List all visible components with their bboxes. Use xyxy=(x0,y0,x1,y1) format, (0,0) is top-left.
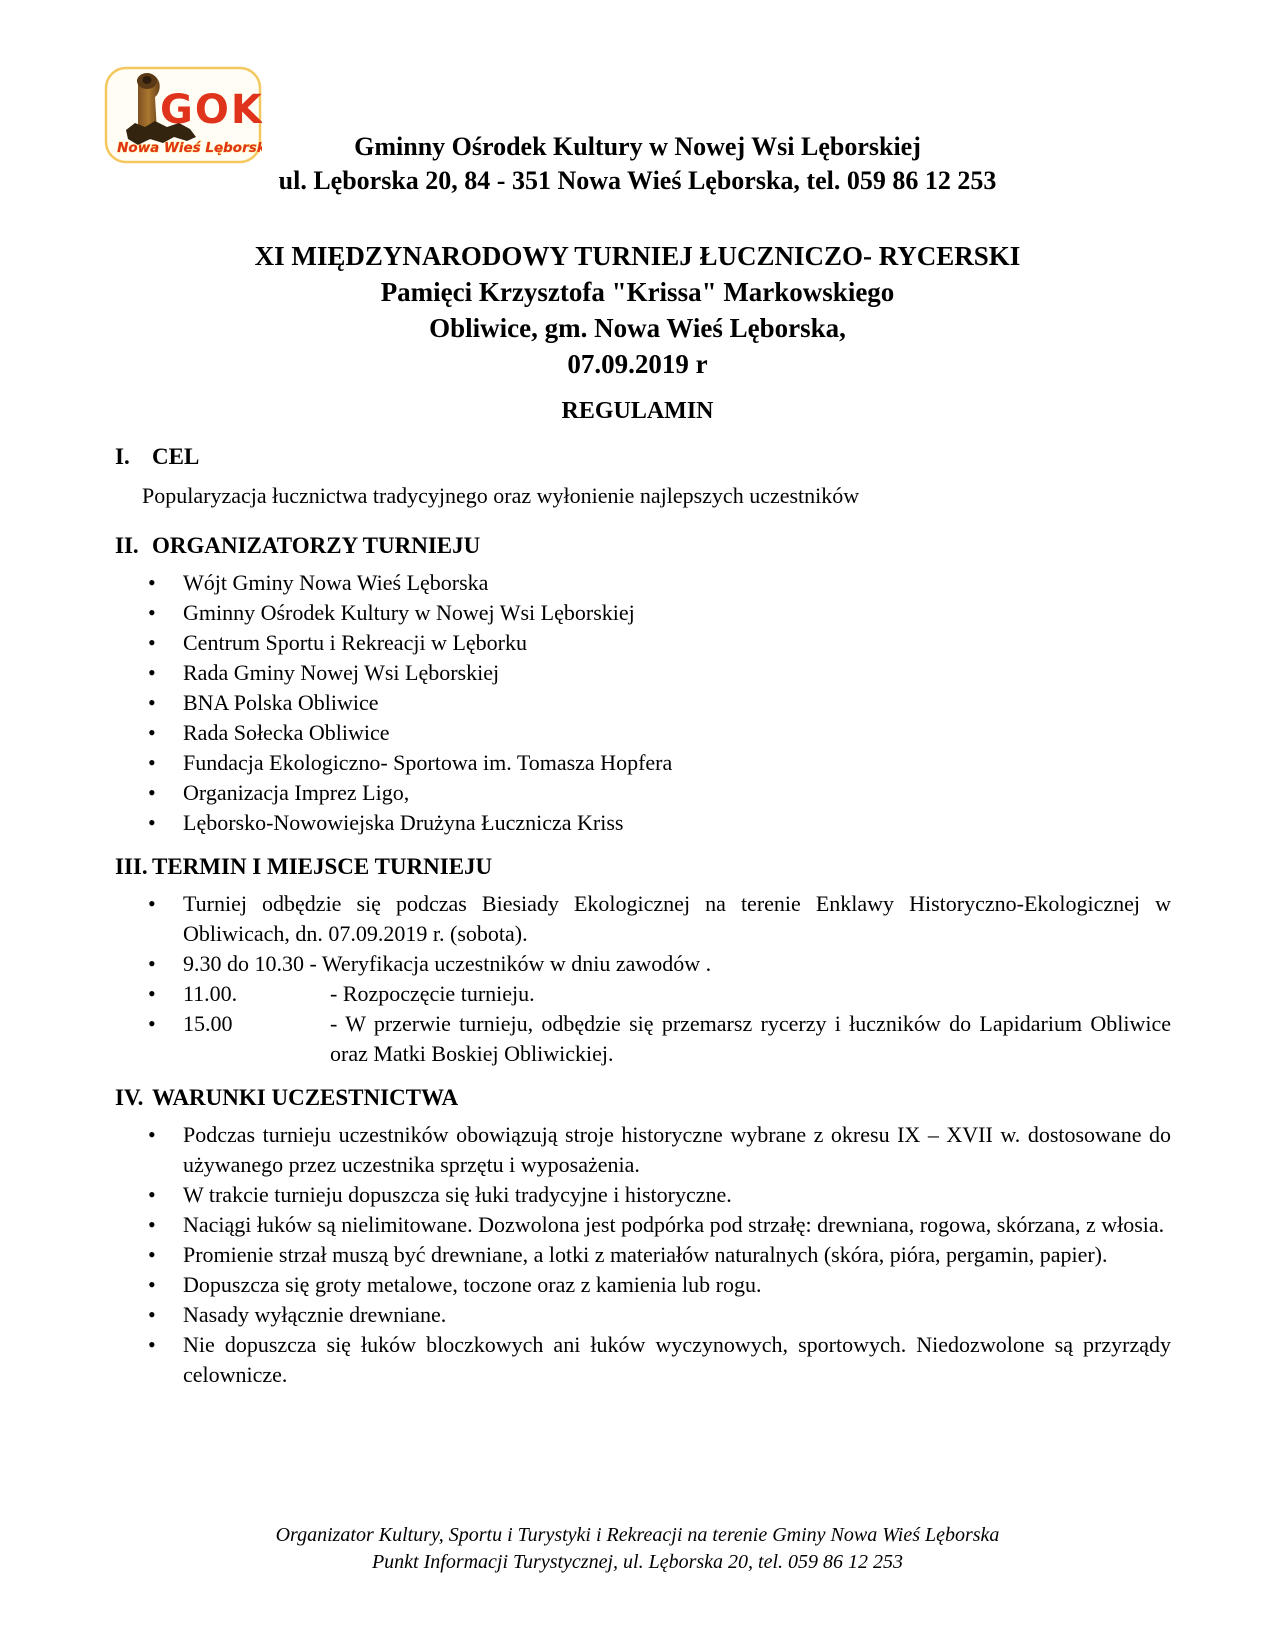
list-item: • Lęborsko-Nowowiejska Drużyna Łucznicza Kriss xyxy=(115,808,1171,838)
list-item: • Naciągi łuków są nielimitowane. Dozwolona jest podpórka pod strzałę: drewniana, rogowa, skórzana, z włosia. xyxy=(115,1210,1171,1240)
schedule-time: • 15.00 xyxy=(183,1011,233,1036)
list-item: • Rada Sołecka Obliwice xyxy=(115,718,1171,748)
logo-subtitle: Nowa Wieś Lęborska xyxy=(117,140,262,156)
section-title: CEL xyxy=(152,444,200,469)
section-title: TERMIN I MIEJSCE TURNIEJU xyxy=(152,854,493,879)
section-number: I. xyxy=(115,444,130,469)
section-title: WARUNKI UCZESTNICTWA xyxy=(152,1085,459,1110)
document-body xyxy=(0,442,1275,1390)
list-item: • Rada Gminy Nowej Wsi Lęborskiej xyxy=(115,658,1171,688)
logo-acronym: GOK xyxy=(160,87,262,133)
section-number: III. xyxy=(115,854,148,879)
section-heading-organizatorzy xyxy=(115,531,1171,561)
list-item: • Wójt Gminy Nowa Wieś Lęborska xyxy=(115,568,1171,598)
schedule-time: • 11.00. xyxy=(183,981,238,1006)
section-heading-termin xyxy=(115,852,1171,882)
section-heading-warunki xyxy=(115,1083,1171,1113)
title-line-4: 07.09.2019 r xyxy=(567,349,708,379)
list-item: • 9.30 do 10.30 - Weryfikacja uczestników w dniu zawodów . xyxy=(115,949,1171,979)
schedule-row xyxy=(115,1009,1171,1069)
list-item: • Turniej odbędzie się podczas Biesiady Ekologicznej na terenie Enklawy Historyczno-Ekologicznej w Obliwicach, dn. 07.09.2019 r. (sobota). xyxy=(115,889,1171,949)
org-address: ul. Lęborska 20, 84 - 351 Nowa Wieś Lęborska, tel. 059 86 12 253 xyxy=(278,166,997,195)
footer-line-1: Organizator Kultury, Sportu i Turystyki i Rekreacji na terenie Gminy Nowa Wieś Lęborska xyxy=(275,1524,1000,1546)
termin-list xyxy=(115,889,1171,1069)
list-item: • Nie dopuszcza się łuków bloczkowych ani łuków wyczynowych, sportowych. Niedozwolone są przyrządy celownicze. xyxy=(115,1330,1171,1390)
title-line-2: Pamięci Krzysztofa "Krissa" Markowskiego xyxy=(380,277,895,307)
schedule-desc: - W przerwie turnieju, odbędzie się przemarsz rycerzy i łuczników do Lapidarium Obliwice oraz Matki Boskiej Obliwickiej. xyxy=(330,1011,1171,1066)
list-item: • Fundacja Ekologiczno- Sportowa im. Tomasza Hopfera xyxy=(115,748,1171,778)
title-line-3: Obliwice, gm. Nowa Wieś Lęborska, xyxy=(429,313,846,343)
list-item: • Promienie strzał muszą być drewniane, a lotki z materiałów naturalnych (skóra, pióra, pergamin, papier). xyxy=(115,1240,1171,1270)
list-item: • Centrum Sportu i Rekreacji w Lęborku xyxy=(115,628,1171,658)
schedule-desc: - Rozpoczęcie turnieju. xyxy=(330,981,535,1006)
page-footer xyxy=(0,1522,1275,1576)
cel-paragraph: Popularyzacja łucznictwa tradycyjnego oraz wyłonienie najlepszych uczestników xyxy=(142,483,860,508)
list-item: • Gminny Ośrodek Kultury w Nowej Wsi Lęborskiej xyxy=(115,598,1171,628)
warunki-list xyxy=(115,1120,1171,1390)
footer-line-2: Punkt Informacji Turystycznej, ul. Lęborska 20, tel. 059 86 12 253 xyxy=(371,1551,904,1573)
schedule-row xyxy=(115,979,1171,1009)
gok-logo xyxy=(104,66,262,164)
org-name: Gminny Ośrodek Kultury w Nowej Wsi Lęborskiej xyxy=(354,132,921,161)
list-item: • Nasady wyłącznie drewniane. xyxy=(115,1300,1171,1330)
section-heading-cel xyxy=(115,442,1171,472)
list-item: • Dopuszcza się groty metalowe, toczone oraz z kamienia lub rogu. xyxy=(115,1270,1171,1300)
section-number: II. xyxy=(115,533,139,558)
section-number: IV. xyxy=(115,1085,144,1110)
title-line-1: XI MIĘDZYNARODOWY TURNIEJ ŁUCZNICZO- RYCERSKI xyxy=(254,241,1021,271)
list-item: • W trakcie turnieju dopuszcza się łuki tradycyjne i historyczne. xyxy=(115,1180,1171,1210)
organizers-list xyxy=(115,568,1171,838)
tournament-title xyxy=(0,238,1275,382)
gok-logo-graphic xyxy=(104,66,262,164)
list-item: • BNA Polska Obliwice xyxy=(115,688,1171,718)
list-item: • Podczas turnieju uczestników obowiązują stroje historyczne wybrane z okresu IX – XVII w. dostosowane do używanego przez uczestnika sprzętu i wyposażenia. xyxy=(115,1120,1171,1180)
regulamin-heading: REGULAMIN xyxy=(561,398,714,424)
list-item: • Organizacja Imprez Ligo, xyxy=(115,778,1171,808)
section-title: ORGANIZATORZY TURNIEJU xyxy=(152,533,481,558)
